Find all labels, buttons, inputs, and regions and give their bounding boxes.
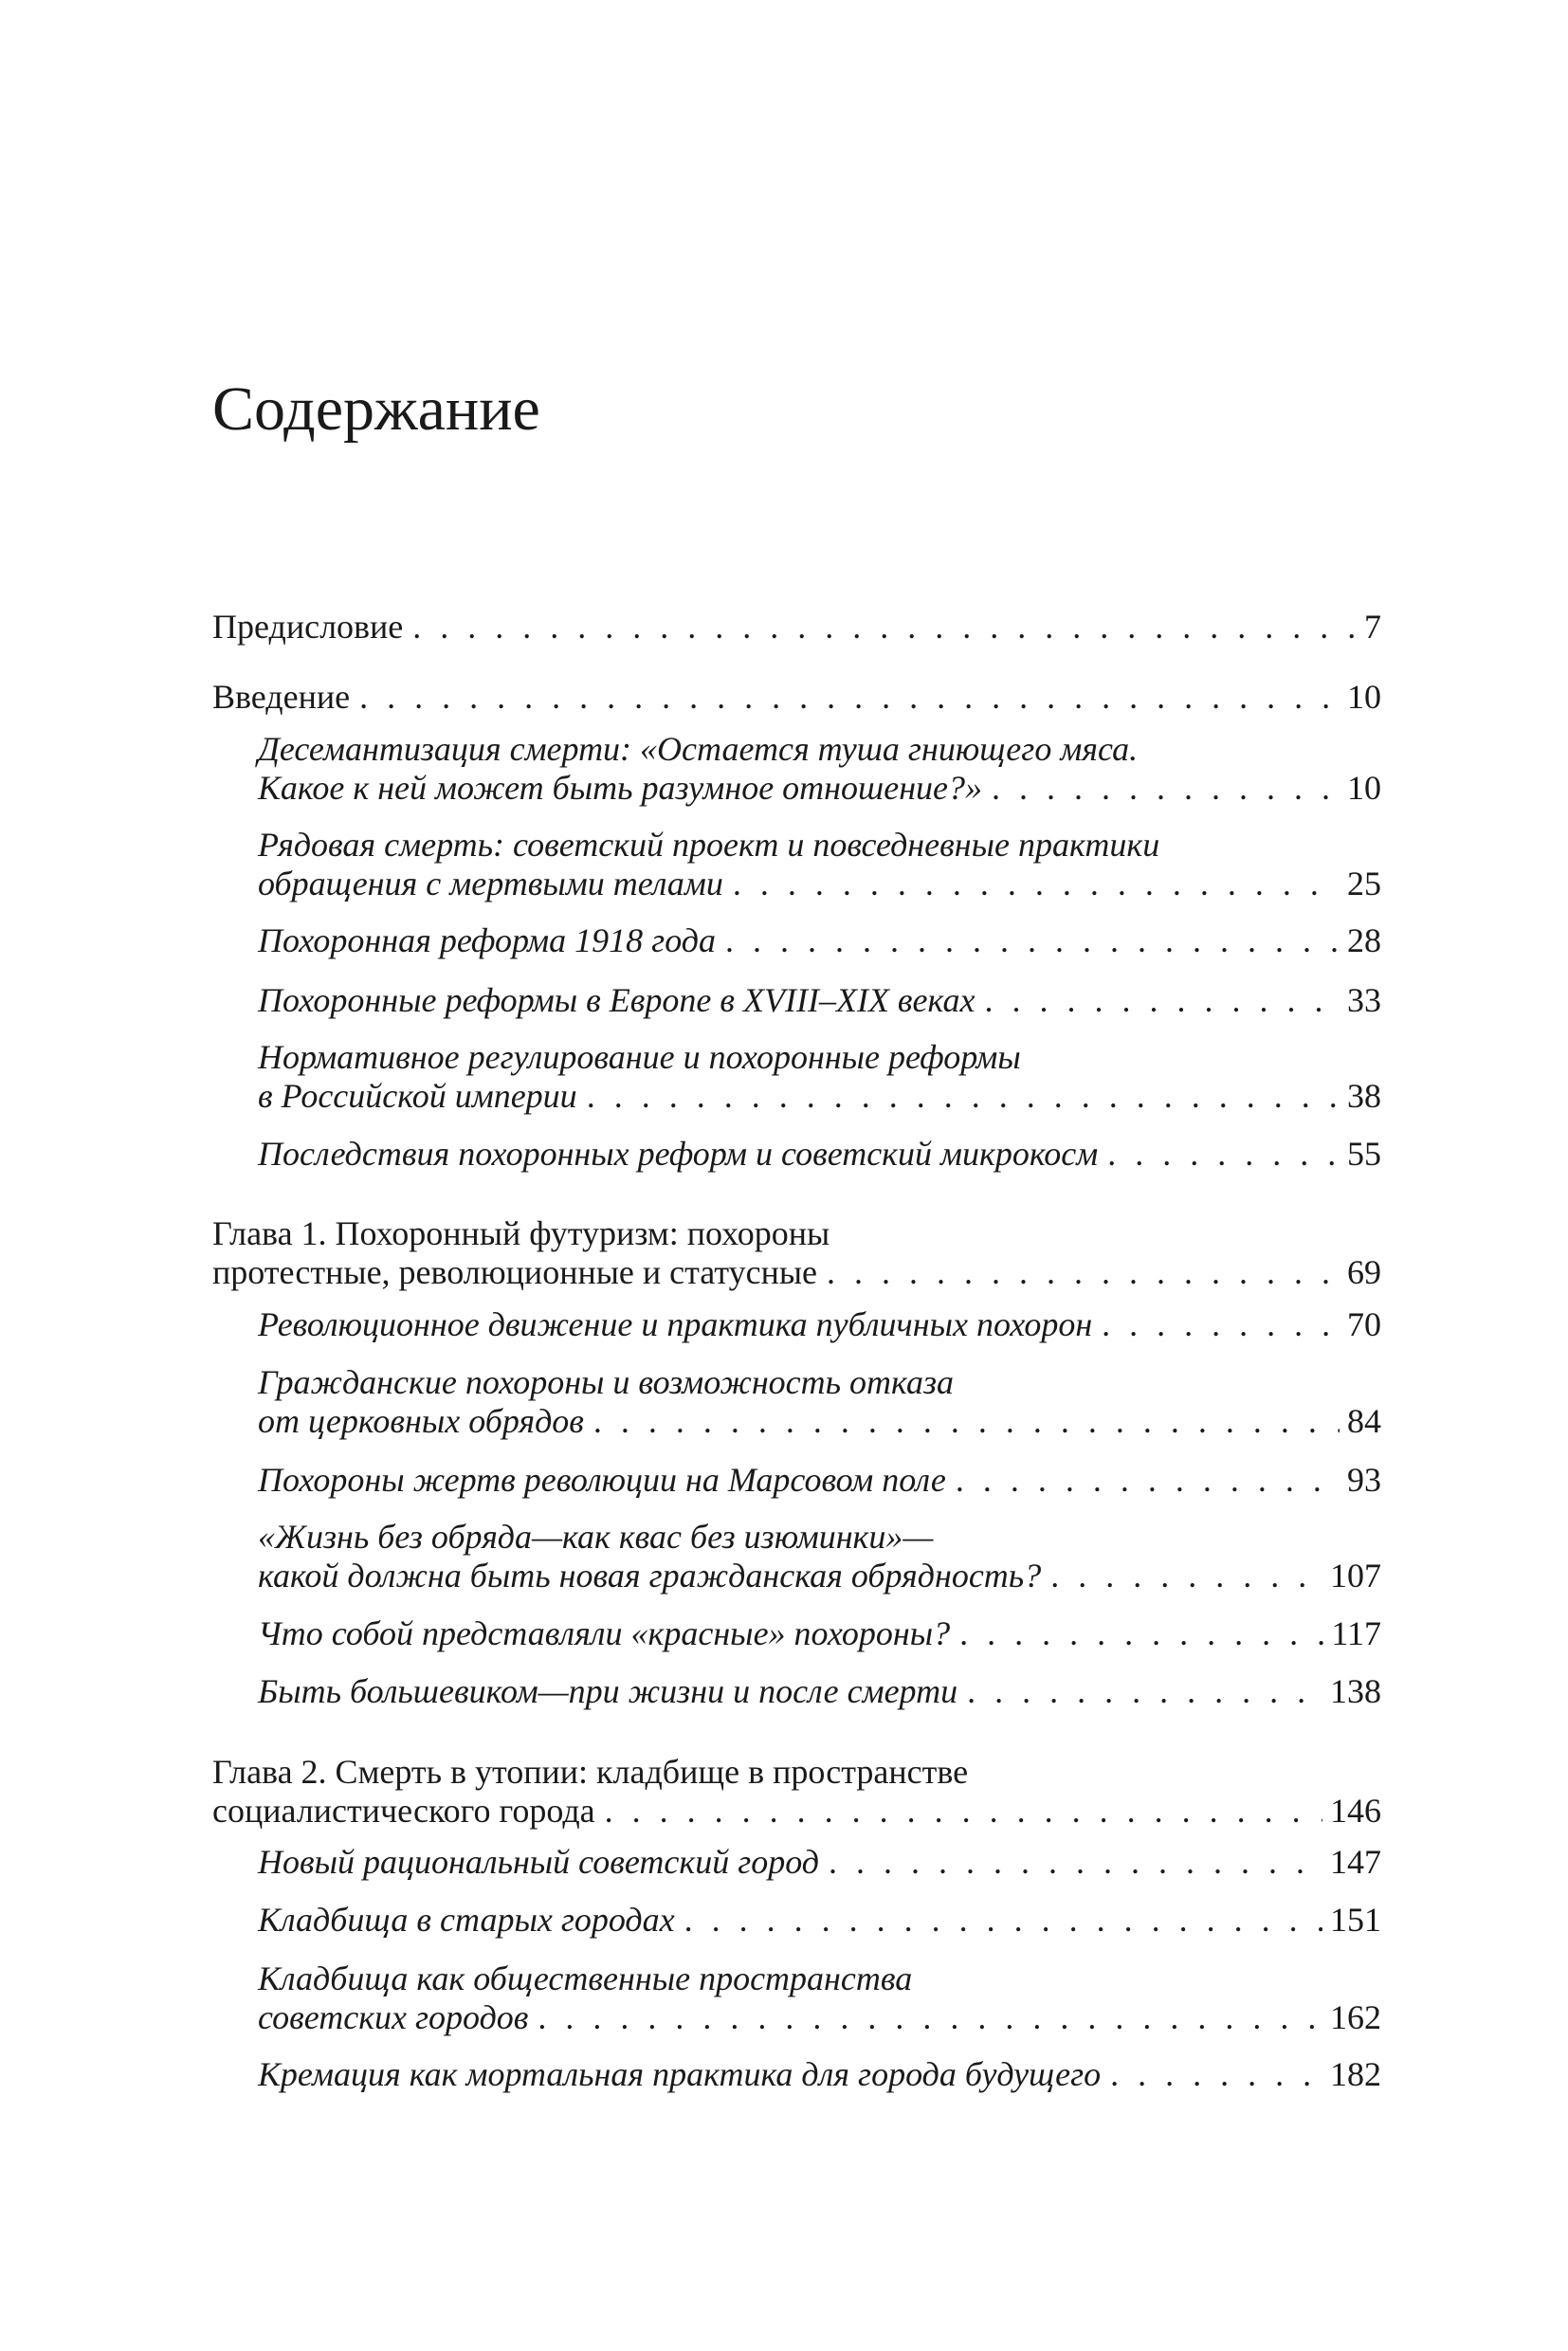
toc-subentry[interactable] xyxy=(258,730,1381,808)
toc-entry-text: от церковных обрядов xyxy=(258,1402,584,1440)
dot-leader xyxy=(1102,1305,1340,1344)
dot-leader xyxy=(827,1253,1340,1292)
page-number: 10 xyxy=(1347,769,1381,807)
toc-subentry[interactable] xyxy=(258,981,1381,1020)
toc-entry-text: Глава 2. Смерть в утопии: кладбище в пространстве xyxy=(212,1753,969,1791)
toc-subentry[interactable] xyxy=(258,1461,1381,1500)
page-number: 146 xyxy=(1330,1792,1381,1830)
toc-entry[interactable] xyxy=(212,678,1381,717)
toc-subentry[interactable] xyxy=(258,921,1381,960)
toc-entry-text: Революционное движение и практика публичных похорон xyxy=(258,1305,1093,1343)
toc-entry-text: Гражданские похороны и возможность отказа xyxy=(258,1363,955,1401)
dot-leader xyxy=(733,865,1340,903)
toc-entry-text: Рядовая смерть: советский проект и повседневные практики xyxy=(258,826,1160,864)
page-number: 25 xyxy=(1347,865,1381,902)
toc-entry-text: обращения с мертвыми телами xyxy=(258,865,723,902)
page-number: 182 xyxy=(1330,2055,1381,2093)
toc-entry-text: советских городов xyxy=(258,1998,529,2036)
toc-subentry[interactable] xyxy=(258,1518,1381,1595)
toc-entry-text: Последствия похоронных реформ и советский микрокосм xyxy=(258,1135,1099,1173)
toc-entry-text: Кремация как мортальная практика для города будущего xyxy=(258,2055,1102,2093)
dot-leader xyxy=(412,608,1357,647)
toc-subentry[interactable] xyxy=(258,1843,1381,1882)
toc-subentry[interactable] xyxy=(258,1959,1381,2037)
page-number: 107 xyxy=(1330,1557,1381,1595)
toc-subentry[interactable] xyxy=(258,1305,1381,1344)
toc-entry-text: Кладбища в старых городах xyxy=(258,1901,675,1939)
page-number: 162 xyxy=(1330,1998,1381,2036)
toc-subentry[interactable] xyxy=(258,1614,1381,1653)
dot-leader xyxy=(956,1461,1340,1500)
page-number: 55 xyxy=(1347,1135,1381,1173)
page-number: 33 xyxy=(1347,981,1381,1019)
dot-leader xyxy=(359,678,1340,717)
page-number: 147 xyxy=(1330,1843,1381,1881)
dot-leader xyxy=(1050,1557,1322,1595)
toc-entry-text: протестные, революционные и статусные xyxy=(212,1253,818,1291)
page-title: Содержание xyxy=(212,374,540,444)
page-number: 38 xyxy=(1347,1077,1381,1115)
dot-leader xyxy=(684,1901,1322,1940)
toc-entry-text: Нормативное регулирование и похоронные реформы xyxy=(258,1038,1021,1076)
page-number: 7 xyxy=(1364,608,1381,646)
toc-entry-text: Введение xyxy=(212,678,351,716)
toc-entry-text: в Российской империи xyxy=(258,1077,577,1115)
dot-leader xyxy=(725,921,1340,960)
page-number: 84 xyxy=(1347,1402,1381,1440)
page-number: 138 xyxy=(1330,1672,1381,1710)
toc-entry-text: социалистического города xyxy=(212,1792,595,1830)
dot-leader xyxy=(587,1077,1340,1116)
toc-entry-text: Десемантизация смерти: «Остается туша гниющего мяса. xyxy=(258,730,1139,768)
toc-entry-text: Глава 1. Похоронный футуризм: похороны xyxy=(212,1214,830,1252)
toc-entry-text: какой должна быть новая гражданская обрядность? xyxy=(258,1557,1042,1595)
dot-leader xyxy=(538,1998,1322,2037)
toc-entry-text: Похоронная реформа 1918 года xyxy=(258,921,716,959)
dot-leader xyxy=(829,1843,1322,1882)
toc-subentry[interactable] xyxy=(258,2055,1381,2094)
toc-entry-text: Кладбища как общественные пространства xyxy=(258,1959,913,1997)
toc-entry-text: Предисловие xyxy=(212,608,404,646)
toc-entry-text: Новый рациональный советский город xyxy=(258,1843,819,1881)
toc-entry-text: Какое к ней может быть разумное отношение?» xyxy=(258,769,983,807)
toc-subentry[interactable] xyxy=(258,1135,1381,1174)
page-number: 70 xyxy=(1347,1305,1381,1343)
page-number: 10 xyxy=(1347,678,1381,716)
dot-leader xyxy=(605,1792,1322,1831)
dot-leader xyxy=(959,1614,1323,1653)
dot-leader xyxy=(593,1402,1340,1441)
dot-leader xyxy=(967,1672,1322,1711)
toc-entry-text: Похороны жертв революции на Марсовом поле xyxy=(258,1461,946,1499)
dot-leader xyxy=(1110,2055,1322,2094)
dot-leader xyxy=(1107,1135,1340,1174)
toc-subentry[interactable] xyxy=(258,1038,1381,1116)
page-number: 93 xyxy=(1347,1461,1381,1499)
dot-leader xyxy=(984,981,1340,1020)
page-number: 28 xyxy=(1347,921,1381,959)
page-number: 69 xyxy=(1347,1253,1381,1291)
dot-leader xyxy=(992,769,1340,808)
page-number: 117 xyxy=(1331,1614,1381,1652)
toc-chapter[interactable] xyxy=(212,1214,1381,1292)
page-number: 151 xyxy=(1330,1901,1381,1939)
toc-entry-text: Быть большевиком—при жизни и после смерти xyxy=(258,1672,958,1710)
toc-subentry[interactable] xyxy=(258,1672,1381,1711)
toc-subentry[interactable] xyxy=(258,1901,1381,1940)
toc-entry[interactable] xyxy=(212,608,1381,647)
toc-chapter[interactable] xyxy=(212,1753,1381,1831)
toc-subentry[interactable] xyxy=(258,826,1381,903)
toc-entry-text: Похоронные реформы в Европе в XVIII–XIX веках xyxy=(258,981,975,1019)
toc-entry-text: Что собой представляли «красные» похороны? xyxy=(258,1614,951,1652)
toc-entry-text: «Жизнь без обряда—как квас без изюминки»— xyxy=(258,1518,934,1556)
toc-subentry[interactable] xyxy=(258,1363,1381,1441)
